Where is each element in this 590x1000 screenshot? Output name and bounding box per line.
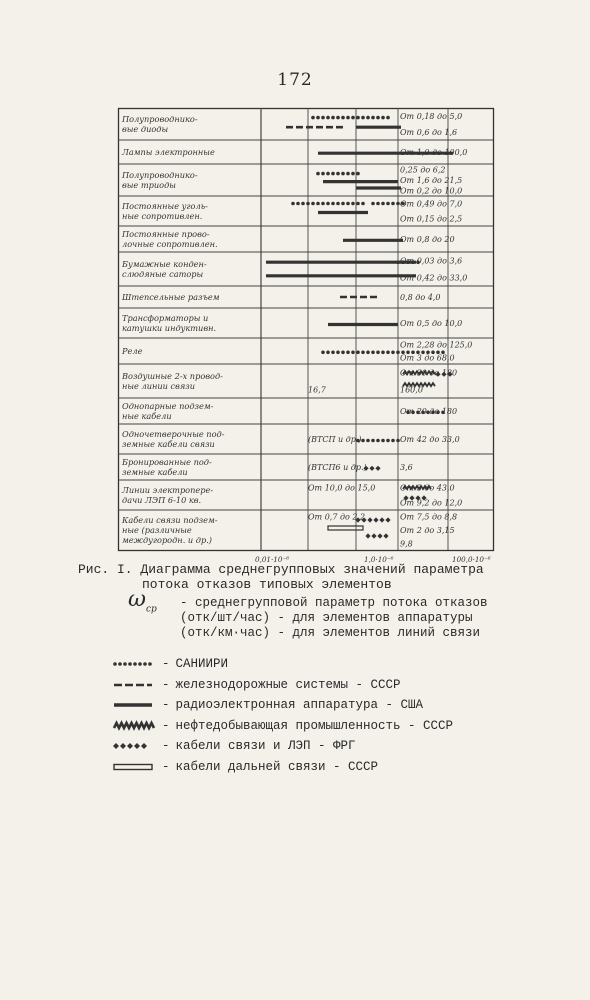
bar-dot — [371, 439, 375, 443]
bar-dot — [361, 202, 365, 206]
legend-item — [112, 675, 552, 696]
bar-dot — [366, 116, 370, 120]
row-value: От 0,15 до 2,5 — [400, 214, 463, 224]
bar-dot — [376, 116, 380, 120]
legend-dot — [148, 662, 152, 666]
bar-dot — [321, 116, 325, 120]
row-label: Лампы электронные — [122, 147, 215, 157]
legend-item — [112, 716, 552, 737]
legend-separator: - — [162, 718, 170, 733]
legend-label: железнодорожные системы - СССР — [175, 677, 401, 692]
row-label: Полупроводнико- — [122, 114, 198, 124]
legend-separator: - — [162, 759, 170, 774]
row-value: От 2,28 до 125,0 — [400, 340, 473, 350]
bar-dot — [381, 202, 385, 206]
bar-dot — [346, 202, 350, 206]
bar-dot — [311, 202, 315, 206]
row-label: Кабели связи подзем- — [122, 515, 218, 525]
row-value: От 10,0 до 15,0 — [308, 483, 376, 493]
bar-dot — [326, 202, 330, 206]
row-value: От 0,03 до 3,6 — [400, 256, 463, 266]
row-value: От 0,6 до 1,6 — [400, 128, 458, 137]
axis-tick-label: 0,01·10⁻⁶ — [255, 555, 290, 564]
legend-diamond — [113, 743, 119, 749]
row-label: Трансформаторы и — [122, 313, 209, 323]
row-value: От 3 до 68,0 — [400, 353, 455, 363]
bar-dot — [341, 172, 345, 176]
row-label: Однопарные подзем- — [122, 401, 214, 411]
bar-diamond — [373, 517, 378, 522]
row-value: От 20 до 180 — [400, 407, 458, 416]
legend-item — [112, 654, 552, 675]
row-value: (ВТСП6 и др.) — [308, 463, 367, 472]
row-value: От 0,18 до 5,0 — [400, 112, 463, 121]
legend-dot — [128, 662, 132, 666]
legend-separator: - — [162, 677, 170, 692]
row-value: 9,8 — [400, 539, 413, 549]
bar-dot — [316, 202, 320, 206]
row-label: ные кабели — [122, 411, 172, 421]
legend-swatch-double — [112, 761, 154, 773]
row-label: земные кабели — [122, 467, 188, 477]
bar-dot — [336, 116, 340, 120]
bar-dot — [386, 439, 390, 443]
legend-separator: - — [162, 698, 170, 713]
legend-dot — [113, 662, 117, 666]
bar-dot — [386, 116, 390, 120]
legend-label: кабели дальней связи - СССР — [175, 759, 379, 774]
bar-diamond — [367, 517, 372, 522]
bar-dot — [391, 202, 395, 206]
failure-rate-diagram — [118, 108, 498, 564]
legend-swatch-diamonds — [112, 740, 154, 752]
bar-dot — [371, 202, 375, 206]
bar-dot — [381, 351, 385, 355]
bar-dot — [331, 116, 335, 120]
row-label: Штепсельные разъем — [122, 292, 220, 302]
legend-diamond — [134, 743, 140, 749]
bar-dot — [296, 202, 300, 206]
diagram-svg — [118, 108, 498, 564]
row-label: Бронированные под- — [122, 457, 212, 467]
legend-swatch-solid — [112, 699, 154, 711]
bar-dot — [351, 202, 355, 206]
row-value: От 1,6 до 21,5 — [400, 176, 463, 185]
bar-dot — [351, 172, 355, 176]
legend-dot — [138, 662, 142, 666]
row-value: От 7,5 до 8,8 — [400, 512, 458, 522]
bar-dot — [386, 202, 390, 206]
bar-dot — [356, 172, 360, 176]
bar-dot — [291, 202, 295, 206]
row-label: Бумажные конден- — [122, 259, 207, 269]
page-number: 172 — [277, 70, 313, 90]
bar-dot — [346, 172, 350, 176]
row-value: (ВТСП и др.) — [308, 435, 362, 444]
row-value: От 3 до 43,0 — [400, 483, 455, 493]
legend-dot — [123, 662, 127, 666]
row-value: От 9,2 до 12,0 — [400, 498, 463, 508]
legend-zigzag — [114, 723, 154, 728]
legend-swatch-zigzag — [112, 720, 154, 732]
bar-dot — [376, 202, 380, 206]
legend-swatch-dots — [112, 658, 154, 670]
bar-dot — [351, 351, 355, 355]
legend-label: кабели связи и ЛЭП - ФРГ — [175, 739, 356, 754]
legend-diamond — [127, 743, 133, 749]
legend-label: нефтедобывающая промышленность - СССР — [175, 718, 454, 733]
row-label: земные кабели связи — [122, 439, 215, 449]
bar-dot — [331, 172, 335, 176]
bar-dot — [381, 439, 385, 443]
row-label: Одночетверочные под- — [122, 429, 225, 439]
bar-dot — [316, 116, 320, 120]
bar-diamond — [385, 517, 390, 522]
bar-dot — [371, 116, 375, 120]
row-label: катушки индуктивн. — [122, 323, 217, 333]
bar-dot — [336, 172, 340, 176]
legend-swatch-dashes — [112, 679, 154, 691]
row-value: 0,8 до 4,0 — [400, 293, 441, 302]
bar-dot — [356, 116, 360, 120]
bar-dot — [331, 351, 335, 355]
bar-dot — [366, 351, 370, 355]
legend-item — [112, 736, 552, 757]
bar-dot — [326, 172, 330, 176]
row-label: ные (различные — [122, 525, 192, 535]
row-label: дачи ЛЭП 6-10 кв. — [122, 495, 202, 505]
row-label: вые триоды — [122, 180, 176, 190]
bar-dot — [356, 202, 360, 206]
bar-diamond — [365, 533, 370, 538]
bar-dot — [336, 351, 340, 355]
figure-caption — [78, 562, 548, 592]
legend-label: радиоэлектронная аппаратура - США — [175, 698, 424, 713]
row-label: междугородн. и др.) — [122, 535, 213, 545]
row-value: От 0,7 до 2,2 — [308, 512, 366, 522]
bar-dot — [381, 116, 385, 120]
bar-diamond — [375, 466, 380, 471]
row-value: От 30 до 180 — [400, 368, 458, 378]
legend-item — [112, 695, 552, 716]
legend-dot — [133, 662, 137, 666]
symbol-definition — [128, 587, 568, 641]
legend-diamond — [141, 743, 147, 749]
row-value: От 2 до 3,15 — [400, 526, 455, 535]
bar-dot — [321, 202, 325, 206]
bar-dot — [376, 351, 380, 355]
bar-dot — [341, 351, 345, 355]
bar-dot — [321, 351, 325, 355]
row-value: От 42 до 33,0 — [400, 435, 460, 444]
bar-dot — [326, 351, 330, 355]
row-label: слюдяные саторы — [122, 269, 204, 279]
axis-tick-label: 100,0·10⁻⁶ — [452, 555, 491, 564]
legend-dot — [143, 662, 147, 666]
bar-dot — [331, 202, 335, 206]
row-value: От 1,0 до 100,0 — [400, 148, 468, 157]
bar-diamond — [383, 533, 388, 538]
bar-dot — [306, 202, 310, 206]
bar-dot — [391, 351, 395, 355]
bar-dot — [321, 172, 325, 176]
bar-diamond — [377, 533, 382, 538]
definition-line-1: - среднегрупповой параметр потока отказов — [180, 596, 488, 610]
bar-dot — [341, 116, 345, 120]
row-value: От 0,8 до 20 — [400, 235, 455, 244]
row-value: От 0,49 до 7,0 — [400, 199, 463, 209]
bar-dot — [361, 116, 365, 120]
bar-dot — [326, 116, 330, 120]
definition-line-2: (отк/шт/час) - для элементов аппаратуры — [180, 611, 473, 625]
row-value: 16,7 — [308, 385, 326, 395]
omega-symbol: $\omega_{ср}$ — [128, 587, 157, 615]
legend-separator: - — [162, 657, 170, 672]
legend-dot — [118, 662, 122, 666]
bar-dot — [391, 439, 395, 443]
bar-dot — [351, 116, 355, 120]
row-label: Линии электропере- — [122, 485, 214, 495]
bar-dot — [376, 439, 380, 443]
bar-dot — [316, 172, 320, 176]
row-label: Воздушные 2-х провод- — [122, 371, 223, 381]
row-label: Полупроводнико- — [122, 170, 198, 180]
row-value: От 0,42 до 33,0 — [400, 273, 468, 283]
bar-dot — [301, 202, 305, 206]
bar-dot — [346, 116, 350, 120]
row-label: Постоянные прово- — [122, 229, 210, 239]
bar-dot — [336, 202, 340, 206]
bar-dot — [361, 439, 365, 443]
row-label: ные сопротивлен. — [122, 211, 203, 221]
bar-diamond — [371, 533, 376, 538]
row-value: 160,0 — [400, 385, 423, 395]
legend-double — [114, 764, 152, 769]
bar-dot — [386, 351, 390, 355]
bar-diamond — [369, 466, 374, 471]
caption-line-1: Рис. I. Диаграмма среднегрупповых значений параметра — [78, 562, 484, 577]
bar-dot — [366, 439, 370, 443]
row-value: 3,6 — [400, 463, 413, 472]
row-value: От 0,5 до 10,0 — [400, 319, 463, 328]
bar-dot — [371, 351, 375, 355]
row-label: Реле — [122, 346, 143, 356]
row-label: ные линии связи — [122, 381, 196, 391]
axis-tick-label: 1,0·10⁻⁶ — [364, 555, 394, 564]
caption-line-2: потока отказов типовых элементов — [142, 577, 392, 592]
definition-line-3: (отк/км·час) - для элементов линий связи — [180, 626, 481, 640]
bar-dot — [341, 202, 345, 206]
bar-double — [328, 526, 363, 530]
legend-separator: - — [162, 739, 170, 754]
row-label: лочные сопротивлен. — [122, 239, 218, 249]
row-value: 0,25 до 6,2 — [400, 165, 446, 175]
bar-dot — [346, 351, 350, 355]
row-label: вые диоды — [122, 124, 169, 134]
legend-diamond — [120, 743, 126, 749]
legend — [112, 654, 552, 777]
bar-dot — [311, 116, 315, 120]
bar-dot — [361, 351, 365, 355]
legend-item — [112, 757, 552, 778]
row-label: Постоянные уголь- — [122, 201, 208, 211]
bar-dot — [356, 351, 360, 355]
bar-diamond — [379, 517, 384, 522]
legend-label: САНИИРИ — [175, 657, 229, 672]
row-value: От 0,2 до 10,0 — [400, 186, 463, 196]
